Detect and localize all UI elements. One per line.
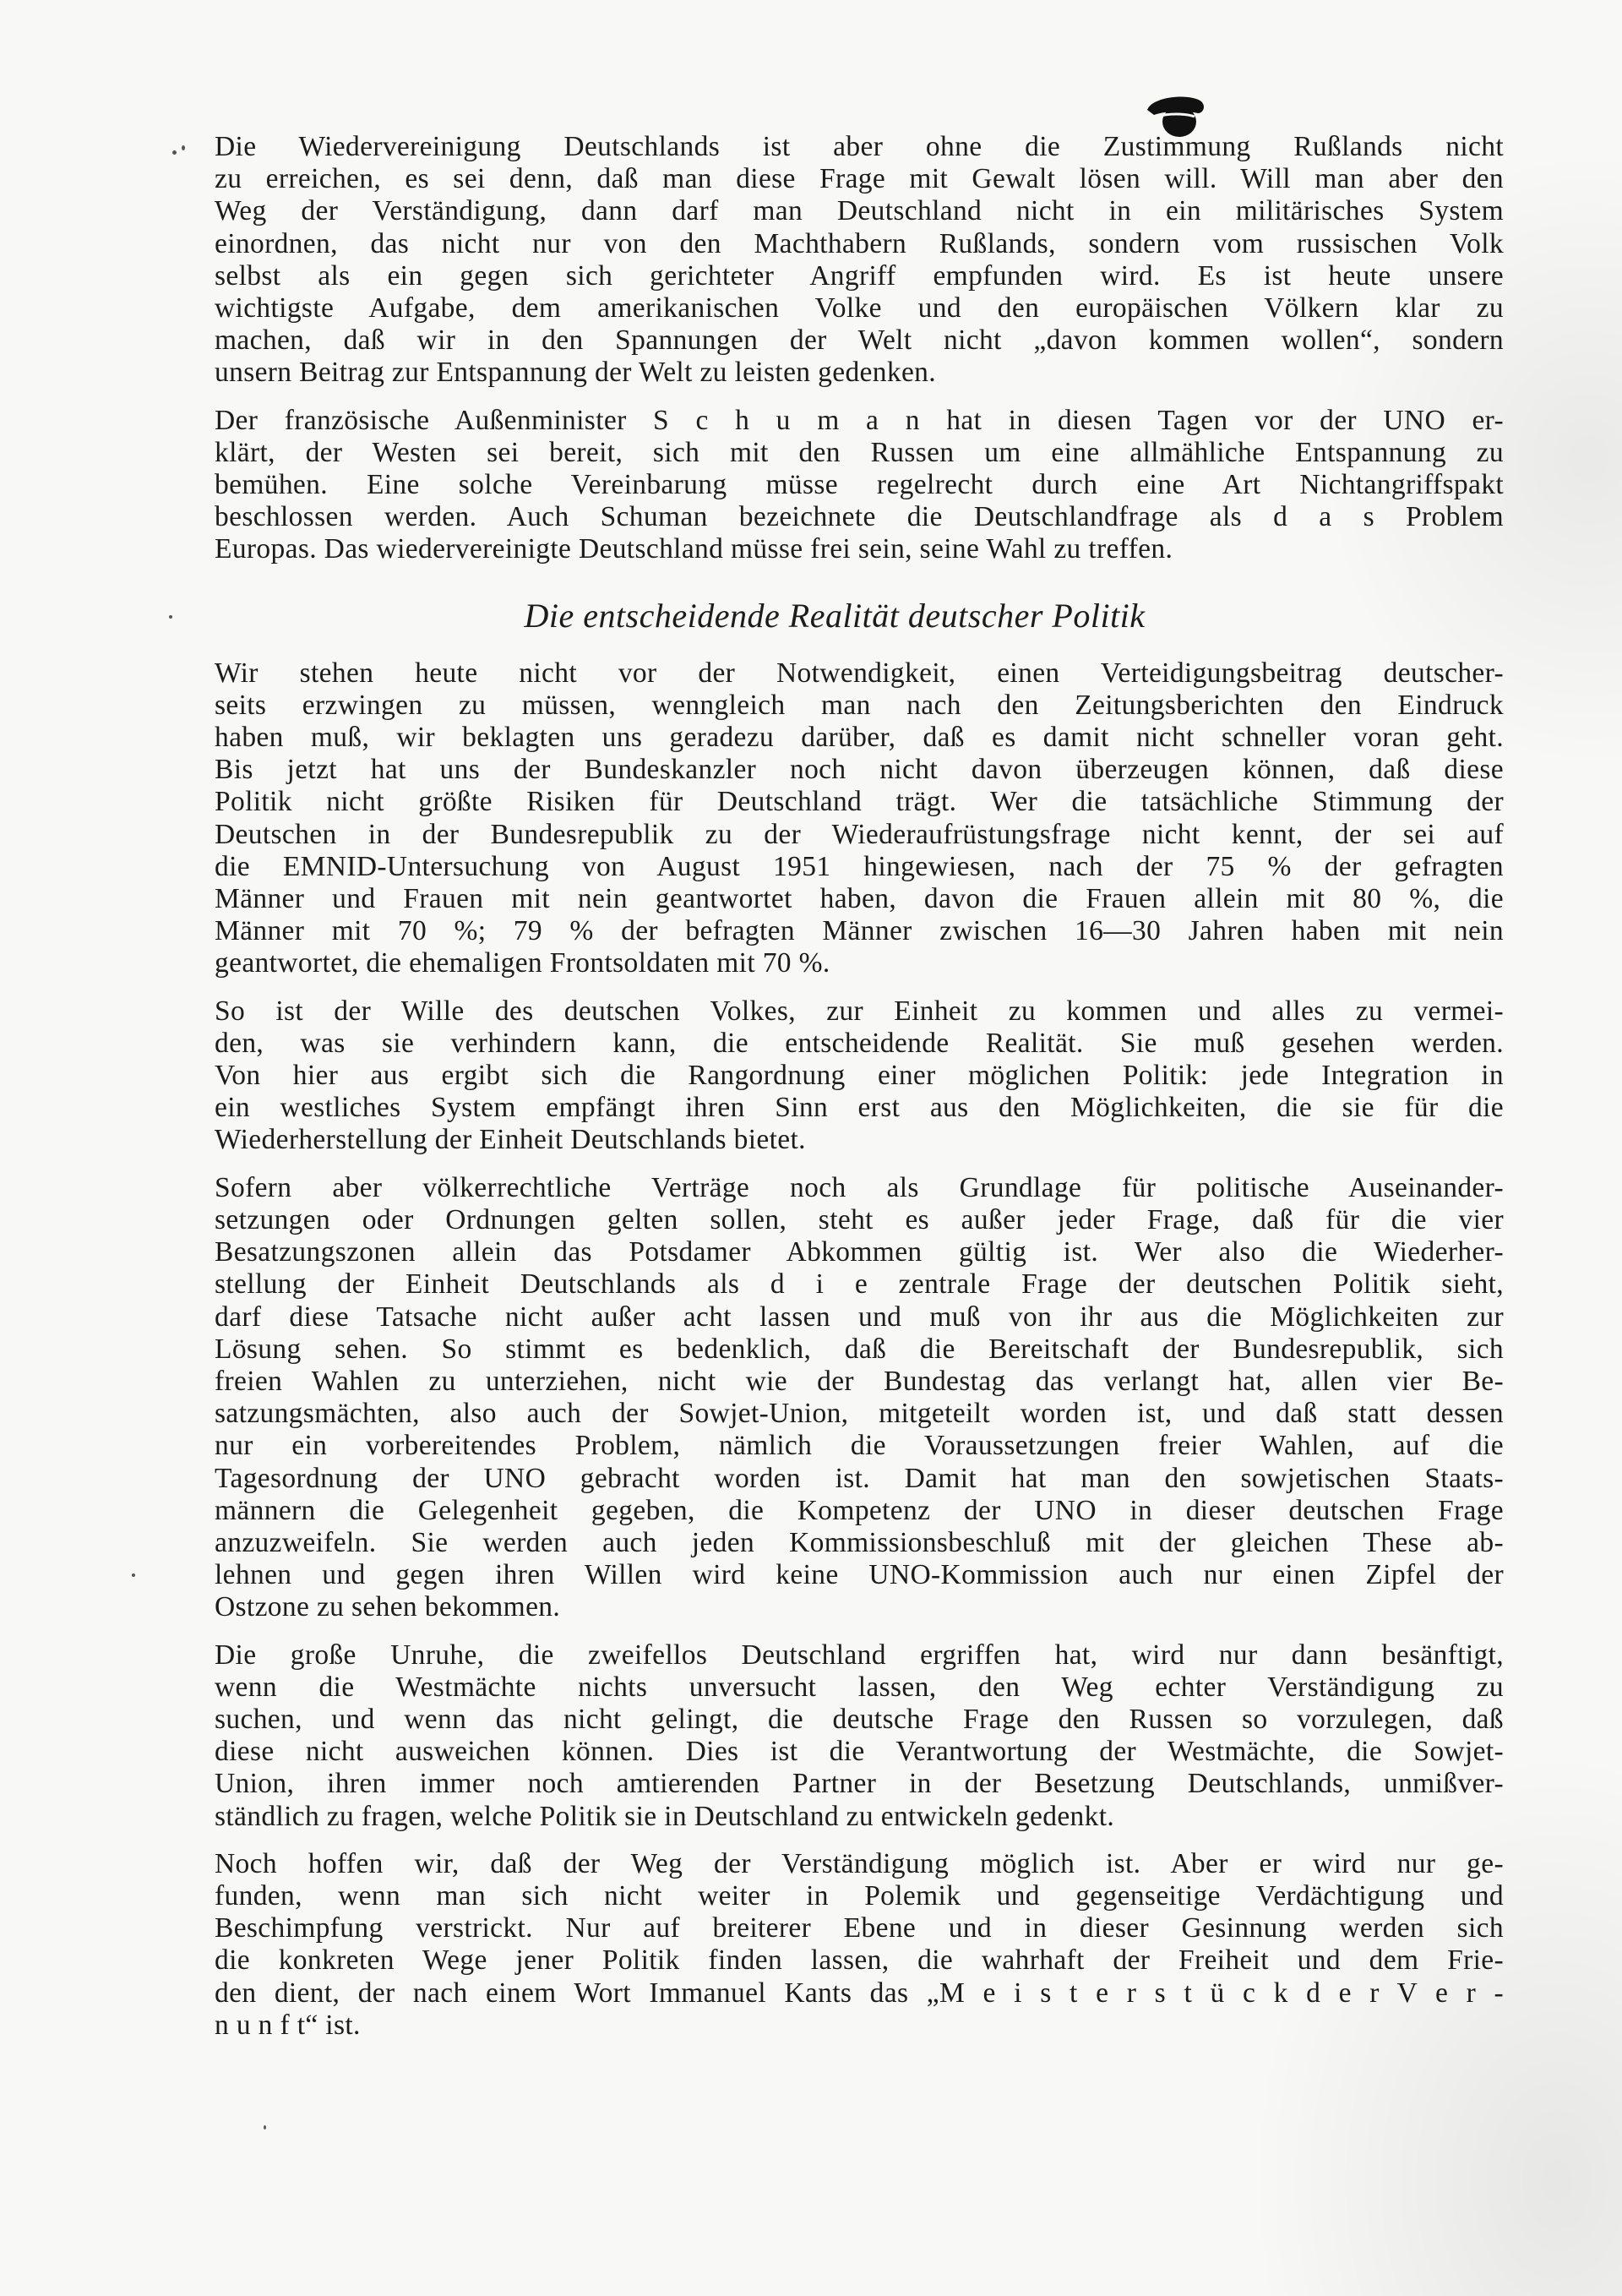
paragraph-will-of-people (166, 995, 1504, 1157)
text-line: die EMNID-Untersuchung von August 1951 hingewiesen, nach der 75 % der gefragten (215, 850, 1504, 882)
text-line: satzungsmächten, also auch der Sowjet-Union, mitgeteilt worden ist, und daß statt dessen (215, 1398, 1504, 1430)
text-line: Lösung sehen. So stimmt es bedenklich, daß die Bereitschaft der Bundesrepublik, sich (215, 1333, 1504, 1365)
speck-mark (264, 2125, 266, 2130)
text-line: Die große Unruhe, die zweifellos Deutschland ergriffen hat, wird nur dann besänftigt, (215, 1639, 1504, 1671)
text-line: zu erreichen, es sei denn, daß man diese Frage mit Gewalt lösen will. Will man aber den (215, 163, 1504, 195)
paragraph-western-powers (166, 1639, 1504, 1833)
text-line: machen, daß wir in den Spannungen der Welt nicht „davon kommen wollen“, sondern (215, 324, 1504, 357)
text-line: Männer und Frauen mit nein geantwortet haben, davon die Frauen allein mit 80 %, die (215, 883, 1504, 915)
text-line: haben muß, wir beklagten uns geradezu darüber, daß es damit nicht schneller voran geht. (215, 722, 1504, 754)
text-line: setzungen oder Ordnungen gelten sollen, steht es außer jeder Frage, daß für die vier (215, 1203, 1504, 1235)
text-line: suchen, und wenn das nicht gelingt, die deutsche Frage den Russen so vorzulegen, daß (215, 1703, 1504, 1735)
text-line: ständlich zu fragen, welche Politik sie in Deutschland zu entwickeln gedenkt. (215, 1800, 1115, 1832)
paragraph-potsdam (166, 1172, 1504, 1624)
text-line: selbst als ein gegen sich gerichteter Angriff empfunden wird. Es ist heute unsere (215, 259, 1504, 292)
text-line: den dient, der nach einem Wort Immanuel Kants das „M e i s t e r s t ü c k d e r V e r - (215, 1977, 1504, 2009)
text-line: nur ein vorbereitendes Problem, nämlich die Voraussetzungen freier Wahlen, auf die (215, 1430, 1504, 1462)
text-line: n u n f t“ ist. (215, 2009, 361, 2041)
text-line: Weg der Verständigung, dann darf man Deutschland nicht in ein militärisches System (215, 195, 1504, 227)
text-line: geantwortet, die ehemaligen Frontsoldaten mit 70 %. (215, 947, 830, 979)
text-line: Union, ihren immer noch amtierenden Partner in der Besetzung Deutschlands, unmißver- (215, 1768, 1504, 1800)
text-line: unsern Beitrag zur Entspannung der Welt zu leisten gedenken. (215, 357, 937, 389)
text-line: stellung der Einheit Deutschlands als d i e zentrale Frage der deutschen Politik sieht, (215, 1268, 1504, 1301)
text-line: Sofern aber völkerrechtliche Verträge noch als Grundlage für politische Auseinander- (215, 1171, 1504, 1203)
paragraph-reunification (166, 131, 1504, 390)
text-line: einordnen, das nicht nur von den Machthabern Rußlands, sondern vom russischen Volk (215, 227, 1504, 259)
text-line: funden, wenn man sich nicht weiter in Polemik und gegenseitige Verdächtigung und (215, 1879, 1504, 1912)
text-line: ein westliches System empfängt ihren Sinn erst aus den Möglichkeiten, die sie für die (215, 1092, 1504, 1124)
text-line: den, was sie verhindern kann, die entscheidende Realität. Sie muß gesehen werden. (215, 1027, 1504, 1059)
text-line: So ist der Wille des deutschen Volkes, zur Einheit zu kommen und alles zu vermei- (215, 995, 1504, 1027)
text-line: Tagesordnung der UNO gebracht worden ist. Damit hat man den sowjetischen Staats- (215, 1462, 1504, 1494)
text-line: Besatzungszonen allein das Potsdamer Abkommen gültig ist. Wer also die Wiederher- (215, 1236, 1504, 1268)
section-heading: Die entscheidende Realität deutscher Politik (524, 596, 1146, 635)
text-line: beschlossen werden. Auch Schuman bezeichnete die Deutschlandfrage als d a s Problem (215, 501, 1504, 533)
paragraph-conclusion (166, 1848, 1504, 2042)
text-line: Ostzone zu sehen bekommen. (215, 1591, 561, 1623)
text-line: anzuzweifeln. Sie werden auch jeden Kommissionsbeschluß mit der gleichen These ab- (215, 1526, 1504, 1558)
text-line: Wiederherstellung der Einheit Deutschlands bietet. (215, 1124, 806, 1156)
text-line: freien Wahlen zu unterziehen, nicht wie der Bundestag das verlangt hat, allen vier Be- (215, 1365, 1504, 1397)
text-line: wichtigste Aufgabe, dem amerikanischen Volke und den europäischen Völkern klar zu (215, 292, 1504, 324)
text-line: männern die Gelegenheit gegeben, die Kompetenz der UNO in dieser deutschen Frage (215, 1494, 1504, 1526)
text-line: Beschimpfung verstrickt. Nur auf breiterer Ebene und in dieser Gesinnung werden sich (215, 1912, 1504, 1944)
text-line: Noch hoffen wir, daß der Weg der Verständigung möglich ist. Aber er wird nur ge- (215, 1847, 1504, 1879)
text-line: wenn die Westmächte nichts unversucht lassen, den Weg echter Verständigung zu (215, 1671, 1504, 1703)
text-line: klärt, der Westen sei bereit, sich mit den Russen um eine allmähliche Entspannung zu (215, 436, 1504, 468)
text-column (166, 131, 1504, 2057)
text-line: Bis jetzt hat uns der Bundeskanzler noch nicht davon überzeugen können, daß diese (215, 754, 1504, 786)
text-line: die konkreten Wege jener Politik finden lassen, die wahrhaft der Freiheit und dem Frie- (215, 1944, 1504, 1977)
text-line: Wir stehen heute nicht vor der Notwendigkeit, einen Verteidigungsbeitrag deutscher- (215, 657, 1504, 689)
text-line: Von hier aus ergibt sich die Rangordnung einer möglichen Politik: jede Integration in (215, 1060, 1504, 1092)
speck-mark (132, 1573, 135, 1577)
text-line: Deutschen in der Bundesrepublik zu der Wiederaufrüstungsfrage nicht kennt, der sei auf (215, 818, 1504, 850)
text-line: Der französische Außenminister S c h u m a n hat in diesen Tagen vor der UNO er- (215, 404, 1504, 436)
text-line: darf diese Tatsache nicht außer acht lassen und muß von ihr aus die Möglichkeiten zur (215, 1301, 1504, 1333)
text-line: Männer mit 70 %; 79 % der befragten Männer zwischen 16—30 Jahren haben mit nein (215, 915, 1504, 947)
text-line: lehnen und gegen ihren Willen wird keine UNO-Kommission auch nur einen Zipfel der (215, 1559, 1504, 1591)
paragraph-emnid (166, 657, 1504, 980)
paragraph-schuman (166, 405, 1504, 566)
text-line: Europas. Das wiedervereinigte Deutschland müsse frei sein, seine Wahl zu treffen. (215, 533, 1173, 565)
text-line: Die Wiedervereinigung Deutschlands ist aber ohne die Zustimmung Rußlands nicht (215, 131, 1504, 162)
text-line: bemühen. Eine solche Vereinbarung müsse regelrecht durch eine Art Nichtangriffspakt (215, 469, 1504, 501)
text-line: diese nicht ausweichen können. Dies ist die Verantwortung der Westmächte, die Sowjet- (215, 1736, 1504, 1768)
text-line: Politik nicht größte Risiken für Deutschland trägt. Wer die tatsächliche Stimmung der (215, 786, 1504, 818)
text-line: seits erzwingen zu müssen, wenngleich man nach den Zeitungsberichten den Eindruck (215, 689, 1504, 721)
